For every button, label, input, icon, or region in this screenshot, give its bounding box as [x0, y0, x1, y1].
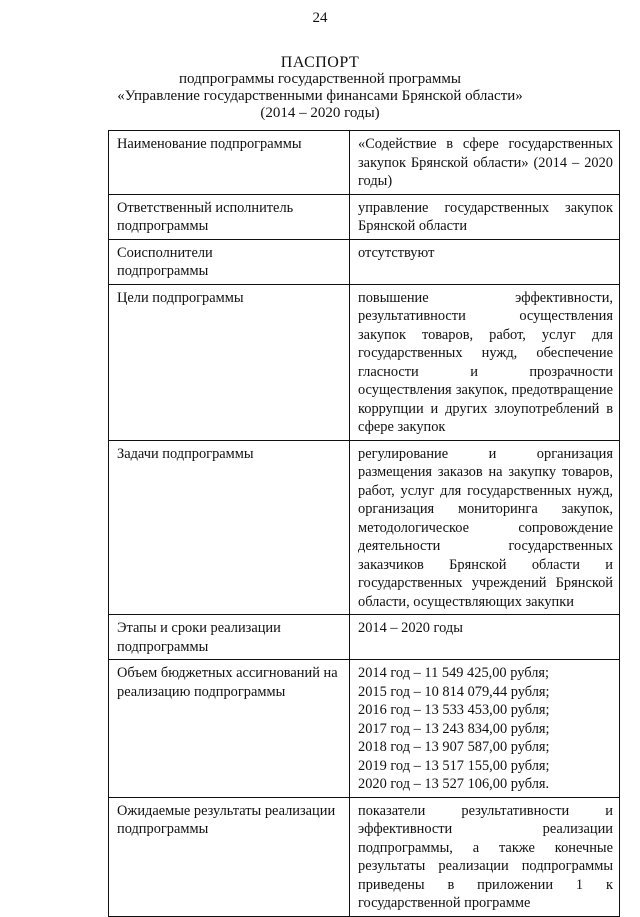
table-row: [109, 194, 620, 239]
budget-line-2014: 2014 год – 11 549 425,00 рубля;: [358, 665, 549, 681]
row-value: «Содействие в сфере государственных закупок Брянской области» (2014 – 2020 годы): [350, 131, 620, 195]
page-number: 24: [312, 10, 328, 26]
program-period: (2014 – 2020 годы): [260, 105, 380, 121]
table-row: [109, 440, 620, 615]
table-row: [109, 284, 620, 440]
budget-line-2015: 2015 год – 10 814 079,44 рубля;: [358, 683, 550, 700]
row-label: Цели подпрограммы: [109, 284, 350, 440]
row-value: повышение эффективности, результативности осуществления закупок товаров, работ, услуг для государственных нужд, обеспечение гласности и прозрачности осуществления закупок, предотвращение коррупции и других злоупотреблений в сфере закупок: [350, 284, 620, 440]
budget-line-2016: 2016 год – 13 533 453,00 рубля;: [358, 702, 550, 718]
row-label: Этапы и сроки реализации подпрограммы: [109, 615, 350, 660]
table-row: [109, 797, 620, 916]
table-row: [109, 660, 620, 798]
row-label: Ожидаемые результаты реализации подпрограммы: [109, 797, 350, 916]
document-title: ПАСПОРТ: [280, 54, 360, 71]
row-value: отсутствуют: [350, 239, 620, 284]
row-label: Объем бюджетных ассигнований на реализацию подпрограммы: [109, 660, 350, 798]
row-label: Задачи подпрограммы: [109, 440, 350, 615]
row-value: показатели результативности и эффективности реализации подпрограммы, а также конечные результаты реализации подпрограммы приведены в приложении 1 к государственной программе: [350, 797, 620, 916]
row-label: Ответственный исполнитель подпрограммы: [109, 194, 350, 239]
program-name: «Управление государственными финансами Брянской области»: [117, 88, 523, 104]
row-value: управление государственных закупок Брянской области: [350, 194, 620, 239]
budget-line-2017: 2017 год – 13 243 834,00 рубля;: [358, 720, 550, 737]
table-row: [109, 239, 620, 284]
table-row: [109, 131, 620, 195]
row-value: регулирование и организация размещения заказов на закупку товаров, работ, услуг для государственных нужд, организация мониторинга закупок, методологическое сопровождение деятельности государственных заказчиков Брянской области и государственных учреждений Брянской области, осуществляющих закупки: [350, 440, 620, 615]
table-row: [109, 615, 620, 660]
budget-line-2019: 2019 год – 13 517 155,00 рубля;: [358, 757, 550, 774]
document-subtitle: подпрограммы государственной программы: [179, 71, 461, 87]
passport-table: [108, 130, 620, 917]
row-label: Наименование подпрограммы: [109, 131, 350, 195]
budget-list: [350, 660, 620, 798]
row-value: 2014 – 2020 годы: [350, 615, 620, 660]
budget-line-2020: 2020 год – 13 527 106,00 рубля.: [358, 776, 550, 792]
row-label: Соисполнители подпрограммы: [109, 239, 350, 284]
budget-line-2018: 2018 год – 13 907 587,00 рубля;: [358, 739, 550, 755]
document-heading: [90, 54, 550, 122]
